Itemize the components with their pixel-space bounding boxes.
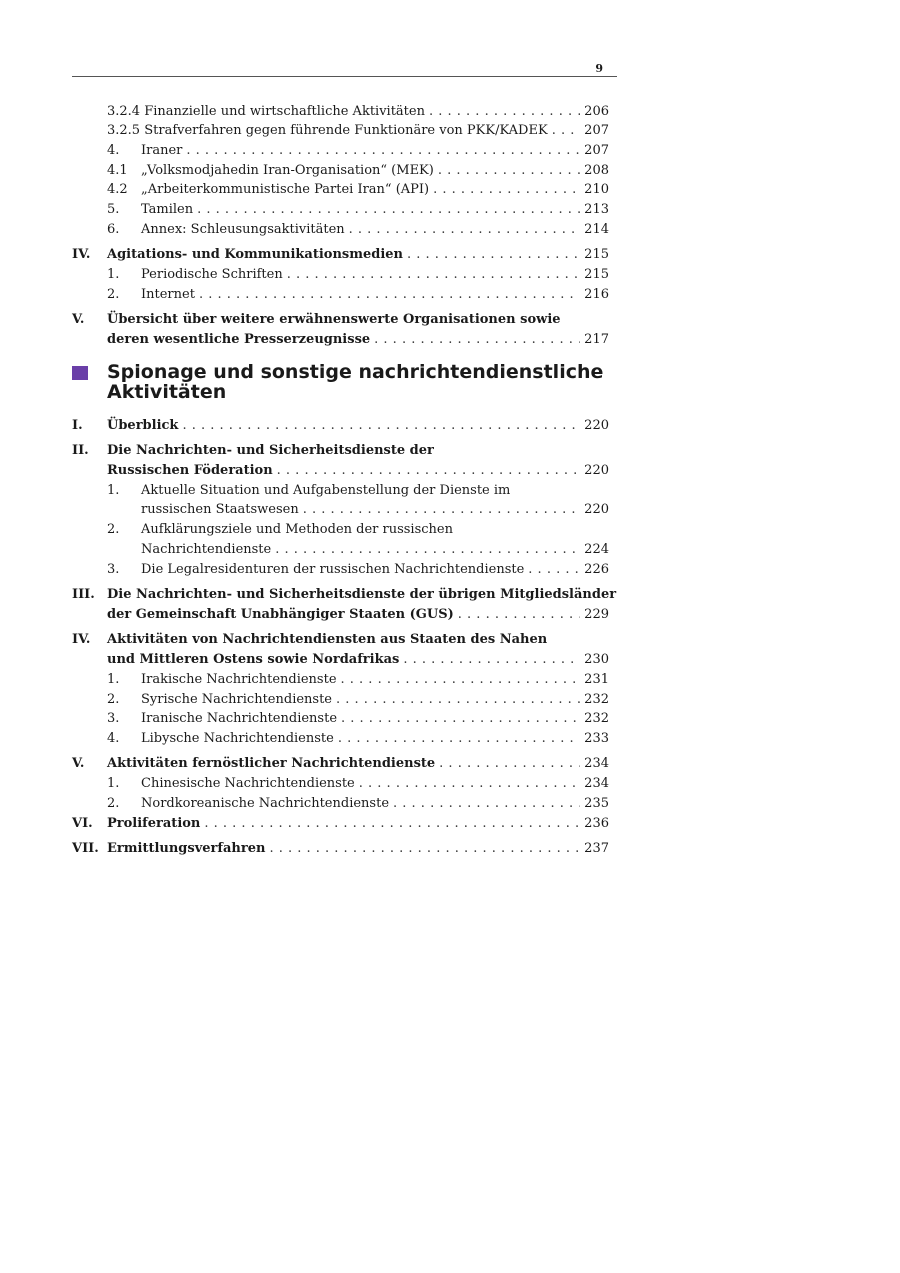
toc-chapter-number: VI. (72, 816, 93, 831)
toc-chapter[interactable] (72, 586, 617, 604)
leader-dots (199, 286, 580, 304)
toc-entry-number: 4. (107, 143, 120, 158)
leader-dots (341, 671, 581, 689)
toc-entry[interactable] (107, 142, 609, 160)
toc-entry[interactable] (107, 710, 609, 728)
leader-dots (341, 710, 580, 728)
section-marker-square (72, 366, 88, 380)
toc-entry[interactable] (107, 795, 609, 813)
toc-page-number: 207 (584, 143, 609, 158)
toc-entry[interactable] (107, 482, 609, 500)
toc-entry-number: 2. (107, 796, 120, 811)
toc-entry-number: 4.1 (107, 163, 128, 178)
toc-page-number: 206 (584, 104, 609, 119)
toc-page-number: 220 (584, 502, 609, 517)
toc-chapter-label: Die Nachrichten- und Sicherheitsdienste der (107, 443, 434, 458)
toc-entry-number: 6. (107, 222, 120, 237)
toc-entry-number: 2. (107, 522, 120, 537)
toc-chapter[interactable] (72, 442, 609, 460)
toc-chapter-continuation[interactable] (107, 651, 609, 669)
toc-entry-number: 3. (107, 562, 120, 577)
toc-chapter[interactable] (72, 840, 609, 858)
leader-dots (439, 755, 580, 773)
toc-entry[interactable] (107, 286, 609, 304)
toc-chapter-label: deren wesentliche Presserzeugnisse (107, 332, 371, 347)
toc-chapter-label: Überblick (107, 418, 179, 433)
toc-chapter-number: IV. (72, 247, 91, 262)
toc-chapter-label: Übersicht über weitere erwähnenswerte Organisationen sowie (107, 312, 561, 327)
leader-dots (403, 651, 580, 669)
toc-chapter-continuation[interactable] (107, 331, 609, 349)
toc-page-number: 237 (584, 841, 609, 856)
toc-chapter-label: Agitations- und Kommunikationsmedien (107, 247, 403, 262)
toc-entry-number: 4.2 (107, 182, 128, 197)
toc-page-number: 232 (584, 711, 609, 726)
toc-page-number: 210 (584, 182, 609, 197)
toc-entry-number: 2. (107, 692, 120, 707)
toc-chapter[interactable] (72, 755, 609, 773)
toc-entry[interactable] (107, 122, 609, 140)
leader-dots (204, 815, 580, 833)
toc-entry-number: 3. (107, 711, 120, 726)
toc-entry-label: Libysche Nachrichtendienste (141, 731, 334, 746)
toc-page-number: 215 (584, 247, 609, 262)
toc-entry-continuation[interactable] (141, 501, 609, 519)
section-title-line: Aktivitäten (107, 381, 227, 403)
toc-page-number: 220 (584, 418, 609, 433)
toc-page-number: 236 (584, 816, 609, 831)
toc-entry[interactable] (107, 521, 609, 539)
toc-chapter-number: III. (72, 587, 95, 602)
leader-dots (359, 775, 580, 793)
toc-chapter-label: Die Nachrichten- und Sicherheitsdienste der übrigen Mitgliedsländer (107, 587, 617, 602)
toc-entry-label: Annex: Schleusungsaktivitäten (141, 222, 345, 237)
toc-chapter-label: der Gemeinschaft Unabhängiger Staaten (GUS) (107, 607, 454, 622)
section-title (107, 362, 627, 402)
leader-dots (552, 122, 580, 140)
toc-chapter-number: V. (72, 312, 85, 327)
toc-chapter-number: IV. (72, 632, 91, 647)
leader-dots (407, 246, 580, 264)
toc-chapter-number: I. (72, 418, 83, 433)
leader-dots (303, 501, 580, 519)
leader-dots (349, 221, 581, 239)
toc-entry[interactable] (107, 775, 609, 793)
leader-dots (338, 730, 580, 748)
toc-entry[interactable] (107, 266, 609, 284)
toc-entry-label: Die Legalresidenturen der russischen Nachrichtendienste (141, 562, 525, 577)
toc-entry-label: Tamilen (141, 202, 194, 217)
toc-chapter-continuation[interactable] (107, 606, 609, 624)
toc-entry[interactable] (107, 691, 609, 709)
toc-page-number: 232 (584, 692, 609, 707)
toc-entry-label: „Arbeiterkommunistische Partei Iran“ (API) (141, 182, 430, 197)
toc-entry-number: 1. (107, 672, 120, 687)
leader-dots (433, 181, 580, 199)
leader-dots (458, 606, 580, 624)
toc-entry-number: 5. (107, 202, 120, 217)
toc-entry-label: Chinesische Nachrichtendienste (141, 776, 355, 791)
toc-chapter-label: Aktivitäten fernöstlicher Nachrichtendienste (107, 756, 436, 771)
toc-chapter-number: V. (72, 756, 85, 771)
toc-page-number: 214 (584, 222, 609, 237)
leader-dots (287, 266, 580, 284)
toc-chapter-label: und Mittleren Ostens sowie Nordafrikas (107, 652, 400, 667)
toc-chapter-number: VII. (72, 841, 99, 856)
toc-entry-label: Syrische Nachrichtendienste (141, 692, 333, 707)
toc-entry-label: Irakische Nachrichtendienste (141, 672, 337, 687)
toc-chapter[interactable] (72, 246, 609, 264)
toc-page-number: 220 (584, 463, 609, 478)
leader-dots (186, 142, 580, 160)
toc-page-number: 235 (584, 796, 609, 811)
toc-entry[interactable] (107, 221, 609, 239)
toc-entry-text (107, 122, 548, 140)
toc-entry-label: Strafverfahren gegen führende Funktionäre von PKK/KADEK (144, 123, 548, 138)
toc-page-number: 234 (584, 756, 609, 771)
leader-dots (336, 691, 580, 709)
header-rule (72, 76, 617, 77)
toc-page-number: 224 (584, 542, 609, 557)
toc-page-number: 226 (584, 562, 609, 577)
toc-page-number: 233 (584, 731, 609, 746)
toc-page-number: 208 (584, 163, 609, 178)
toc-entry-text (107, 103, 425, 121)
page-number: 9 (595, 62, 603, 75)
leader-dots (429, 103, 580, 121)
toc-entry-label: „Volksmodjahedin Iran-Organisation“ (MEK) (141, 163, 434, 178)
toc-entry-number: 1. (107, 267, 120, 282)
toc-entry-label: Iraner (141, 143, 183, 158)
toc-entry[interactable] (107, 671, 609, 689)
toc-entry-number: 3.2.5 (107, 123, 141, 138)
leader-dots (277, 462, 581, 480)
toc-chapter[interactable] (72, 631, 609, 649)
toc-chapter-label: Ermittlungsverfahren (107, 841, 266, 856)
toc-page-number: 215 (584, 267, 609, 282)
toc-entry-number: 4. (107, 731, 120, 746)
toc-chapter[interactable] (72, 311, 609, 329)
leader-dots (393, 795, 580, 813)
leader-dots (182, 417, 580, 435)
toc-entry-number: 1. (107, 776, 120, 791)
toc-entry-continuation[interactable] (141, 541, 609, 559)
toc-entry[interactable] (107, 162, 609, 180)
toc-entry-number: 1. (107, 483, 120, 498)
section-title-line: Spionage und sonstige nachrichtendienstliche (107, 361, 604, 383)
toc-page-number: 230 (584, 652, 609, 667)
toc-page-number: 213 (584, 202, 609, 217)
toc-chapter-label: Proliferation (107, 816, 201, 831)
leader-dots (528, 561, 580, 579)
toc-entry-label: Finanzielle und wirtschaftliche Aktivitäten (144, 104, 425, 119)
toc-chapter-label: Aktivitäten von Nachrichtendiensten aus Staaten des Nahen (107, 632, 548, 647)
leader-dots (269, 840, 580, 858)
toc-entry-label: Aktuelle Situation und Aufgabenstellung der Dienste im (141, 483, 511, 498)
toc-page-number: 207 (584, 123, 609, 138)
toc-page-number: 229 (584, 607, 609, 622)
toc-entry-label: Iranische Nachrichtendienste (141, 711, 338, 726)
toc-page-number: 231 (584, 672, 609, 687)
toc-page-number: 234 (584, 776, 609, 791)
toc-chapter[interactable] (72, 815, 609, 833)
leader-dots (374, 331, 580, 349)
toc-entry[interactable] (107, 561, 609, 579)
toc-entry[interactable] (107, 103, 609, 121)
toc-entry[interactable] (107, 201, 609, 219)
toc-entry-number: 2. (107, 287, 120, 302)
leader-dots (197, 201, 580, 219)
toc-entry[interactable] (107, 730, 609, 748)
leader-dots (275, 541, 580, 559)
toc-entry-number: 3.2.4 (107, 104, 141, 119)
toc-entry-label: Internet (141, 287, 195, 302)
toc-entry-label: Aufklärungsziele und Methoden der russischen (141, 522, 453, 537)
toc-page-number: 216 (584, 287, 609, 302)
toc-chapter-label: Russischen Föderation (107, 463, 273, 478)
toc-chapter-number: II. (72, 443, 89, 458)
toc-chapter-continuation[interactable] (107, 462, 609, 480)
toc-page-number: 217 (584, 332, 609, 347)
toc-entry-label: Nachrichtendienste (141, 542, 272, 557)
toc-entry[interactable] (107, 181, 609, 199)
toc-entry-label: Nordkoreanische Nachrichtendienste (141, 796, 390, 811)
leader-dots (438, 162, 580, 180)
toc-entry-label: Periodische Schriften (141, 267, 283, 282)
toc-chapter[interactable] (72, 417, 609, 435)
toc-entry-label: russischen Staatswesen (141, 502, 299, 517)
